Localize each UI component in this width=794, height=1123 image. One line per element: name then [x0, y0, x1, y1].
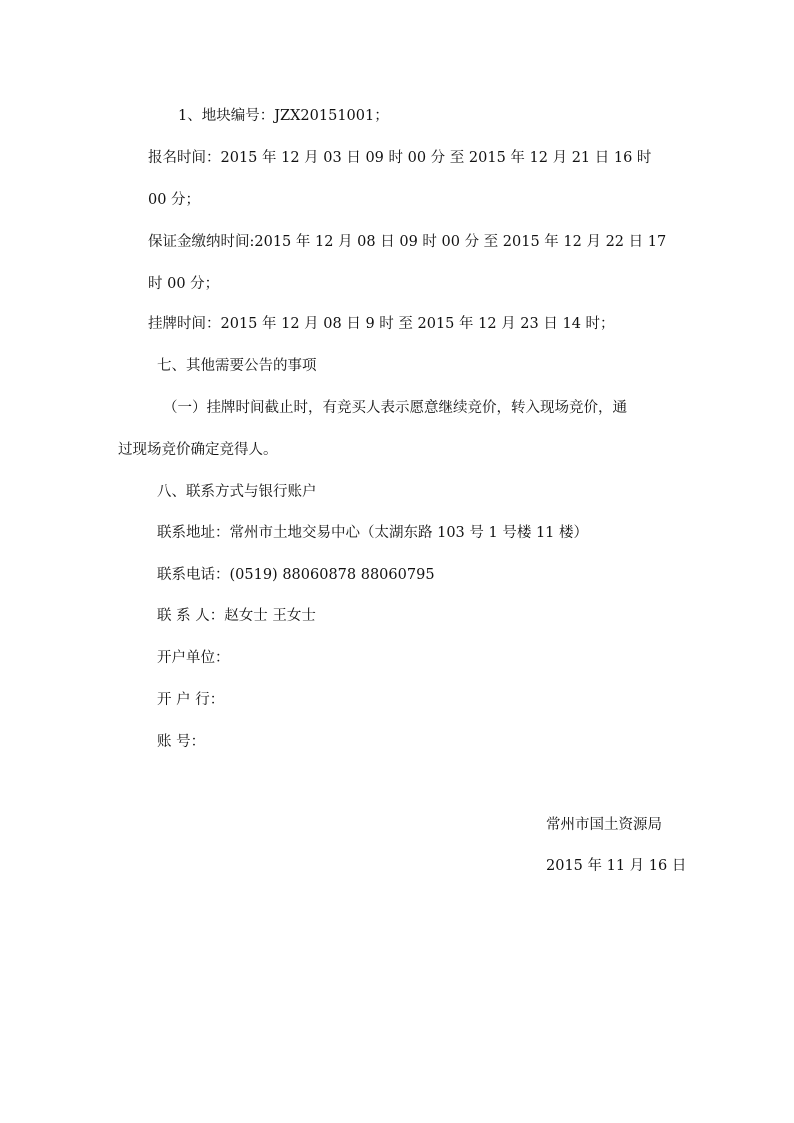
section-7-heading: 七、其他需要公告的事项	[157, 358, 317, 374]
section-8-heading: 八、联系方式与银行账户	[157, 484, 317, 500]
bank-line: 开 户 行：	[157, 692, 225, 708]
account-number-line: 账 号：	[157, 734, 206, 750]
contact-address-line: 联系地址：常州市土地交易中心（太湖东路 103 号 1 号楼 11 楼）	[157, 525, 589, 541]
parcel-number-line: 1、地块编号：JZX20151001；	[178, 108, 389, 124]
issuer-name: 常州市国土资源局	[546, 817, 662, 833]
contact-phone-line: 联系电话：(0519) 88060878 88060795	[157, 567, 435, 583]
section-7-paragraph-cont: 过现场竞价确定竞得人。	[118, 442, 278, 458]
section-7-paragraph: （一）挂牌时间截止时，有竞买人表示愿意继续竞价，转入现场竞价，通	[163, 400, 627, 416]
signup-time-line-cont: 00 分；	[148, 192, 201, 208]
deposit-time-line-cont: 时 00 分；	[148, 276, 220, 292]
contact-person-line: 联 系 人：赵女士 王女士	[157, 608, 316, 624]
listing-time-line: 挂牌时间：2015 年 12 月 08 日 9 时 至 2015 年 12 月 23 日 14 时；	[148, 316, 615, 332]
issue-date: 2015 年 11 月 16 日	[546, 858, 687, 874]
account-name-line: 开户单位：	[157, 650, 230, 666]
deposit-time-line: 保证金缴纳时间:2015 年 12 月 08 日 09 时 00 分 至 2015 年 12 月 22 日 17	[148, 234, 667, 250]
signup-time-line: 报名时间：2015 年 12 月 03 日 09 时 00 分 至 2015 年 12 月 21 日 16 时	[148, 150, 652, 166]
